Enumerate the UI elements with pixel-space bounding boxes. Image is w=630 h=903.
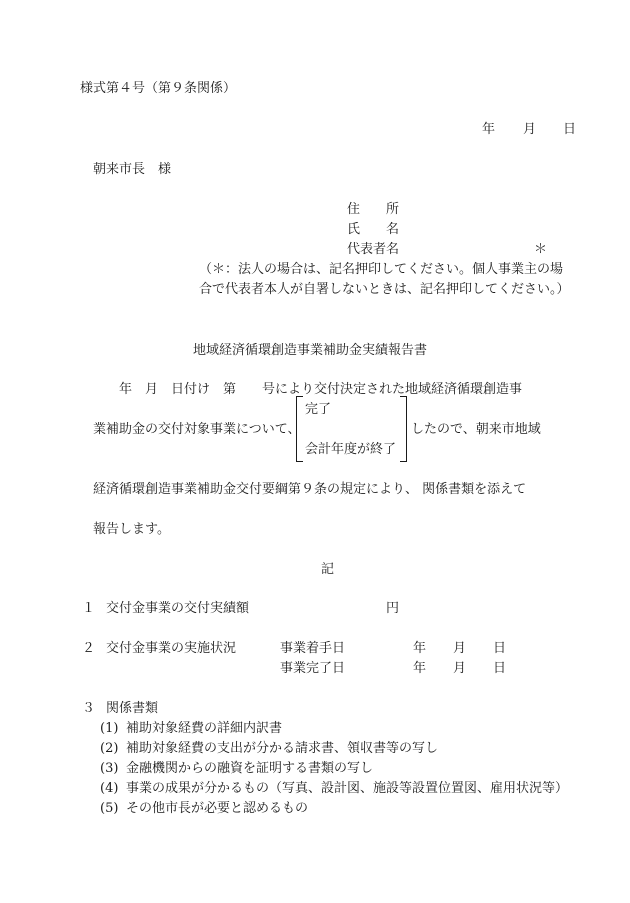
document-title: 地域経済循環創造事業補助金実績報告書 <box>193 343 428 358</box>
addressee: 朝来市長 様 <box>93 162 172 177</box>
doc-item-text: 金融機関からの融資を証明する書類の写し <box>126 761 374 776</box>
end-year-label: 年 <box>413 661 427 676</box>
doc-item-number: (2) <box>100 741 119 756</box>
doc-item-text: 補助対象経費の支出が分かる請求書、領収書等の写し <box>126 741 439 756</box>
name-label: 氏 名 <box>347 222 400 237</box>
body-line2-pre: 業補助金の交付対象事業について、 <box>93 422 301 437</box>
item1-number: １ <box>82 601 96 616</box>
address-label: 住 所 <box>347 202 400 217</box>
end-date-label: 事業完了日 <box>280 661 346 676</box>
item1-yen-unit: 円 <box>386 601 400 616</box>
seal-note-line1: （＊：法人の場合は、記名押印してください。個人事業主の場 <box>199 262 564 277</box>
doc-item-text: その他市長が必要と認めるもの <box>126 801 309 816</box>
doc-item-text: 補助対象経費の詳細内訳書 <box>126 721 283 736</box>
body-line2-post: したので、朝来市地域 <box>411 422 541 437</box>
date-day-label: 日 <box>563 122 577 137</box>
start-date-label: 事業着手日 <box>280 641 346 656</box>
end-month-label: 月 <box>453 661 467 676</box>
end-day-label: 日 <box>493 661 507 676</box>
item1-label: 交付金事業の交付実績額 <box>106 601 250 616</box>
item2-label: 交付金事業の実施状況 <box>106 641 237 656</box>
seal-mark: ＊ <box>534 242 548 257</box>
seal-note-line2: 合で代表者本人が自署しないときは、記名押印してください。） <box>199 282 570 297</box>
date-year-label: 年 <box>482 122 496 137</box>
option-fiscal-year-end: 会計年度が終了 <box>305 442 397 457</box>
ki-heading: 記 <box>321 562 335 577</box>
start-day-label: 日 <box>493 641 507 656</box>
form-number: 様式第４号（第９条関係） <box>80 81 237 96</box>
body-line4: 報告します。 <box>93 522 170 537</box>
doc-item-number: (3) <box>100 761 119 776</box>
body-line3: 経済循環創造事業補助金交付要綱第９条の規定により、 関係書類を添えて <box>93 482 527 497</box>
item2-number: ２ <box>82 641 96 656</box>
start-year-label: 年 <box>413 641 427 656</box>
representative-label: 代表者名 <box>347 242 400 257</box>
doc-item-number: (1) <box>100 721 119 736</box>
start-month-label: 月 <box>453 641 467 656</box>
doc-item-number: (5) <box>100 801 119 816</box>
doc-item-text: 事業の成果が分かるもの（写真、設計図、施設等設置位置図、雇用状況等） <box>126 781 569 796</box>
option-complete: 完了 <box>305 402 332 417</box>
body-line1: 年 月 日付け 第 号により交付決定された地域経済循環創造事 <box>93 382 523 397</box>
doc-item-number: (4) <box>100 781 119 796</box>
option-bracket-right <box>400 396 407 462</box>
option-bracket-left <box>296 396 303 462</box>
item3-label: 関係書類 <box>106 701 159 716</box>
date-month-label: 月 <box>523 122 537 137</box>
item3-number: ３ <box>82 701 96 716</box>
